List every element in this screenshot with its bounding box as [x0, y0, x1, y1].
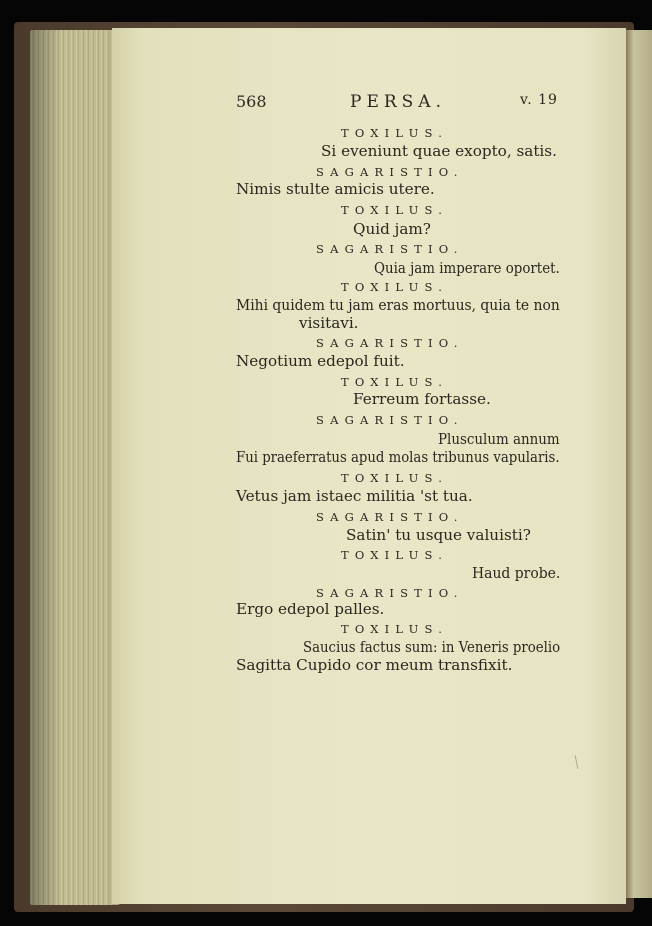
- speaker-label: SAGARISTIO.: [316, 413, 464, 427]
- verse-line: Nimis stulte amicis utere.: [236, 180, 435, 198]
- speaker-label: SAGARISTIO.: [316, 165, 464, 179]
- speaker-label: TOXILUS.: [341, 375, 449, 389]
- speaker-label: SAGARISTIO.: [316, 242, 464, 256]
- facing-page-edge: [626, 30, 652, 898]
- verse-line: Sagitta Cupido cor meum transfixit.: [236, 656, 513, 674]
- verse-line: Quia jam imperare oportet.: [374, 259, 560, 277]
- speaker-label: TOXILUS.: [341, 548, 449, 562]
- verse-line: Si eveniunt quae exopto, satis.: [321, 142, 557, 160]
- verse-line: Mihi quidem tu jam eras mortuus, quia te non: [236, 296, 560, 314]
- speaker-label: SAGARISTIO.: [316, 510, 464, 524]
- verse-line: Fui praeferratus apud molas tribunus vapularis.: [236, 448, 560, 466]
- speaker-label: SAGARISTIO.: [316, 586, 464, 600]
- running-title: PERSA.: [350, 92, 446, 112]
- verse-line: Ferreum fortasse.: [353, 390, 491, 408]
- speaker-label: TOXILUS.: [341, 622, 449, 636]
- speaker-label: TOXILUS.: [341, 471, 449, 485]
- verse-line: Ergo edepol palles.: [236, 600, 385, 618]
- page-number: 568: [236, 92, 267, 111]
- speaker-label: TOXILUS.: [341, 280, 449, 294]
- speaker-label: TOXILUS.: [341, 203, 449, 217]
- speaker-label: SAGARISTIO.: [316, 336, 464, 350]
- verse-line: Negotium edepol fuit.: [236, 352, 405, 370]
- verse-line: Satin' tu usque valuisti?: [346, 526, 531, 544]
- page-edges-shadow: [30, 30, 120, 905]
- verse-line: Plusculum annum: [438, 430, 560, 448]
- verse-line: Vetus jam istaec militia 'st tua.: [236, 487, 473, 505]
- verse-line: Quid jam?: [353, 220, 431, 238]
- verse-reference: v. 19: [520, 92, 558, 108]
- verse-line: Haud probe.: [472, 564, 561, 582]
- verse-line: visitavi.: [299, 314, 359, 332]
- verse-line: Saucius factus sum: in Veneris proelio: [303, 638, 561, 656]
- speaker-label: TOXILUS.: [341, 126, 449, 140]
